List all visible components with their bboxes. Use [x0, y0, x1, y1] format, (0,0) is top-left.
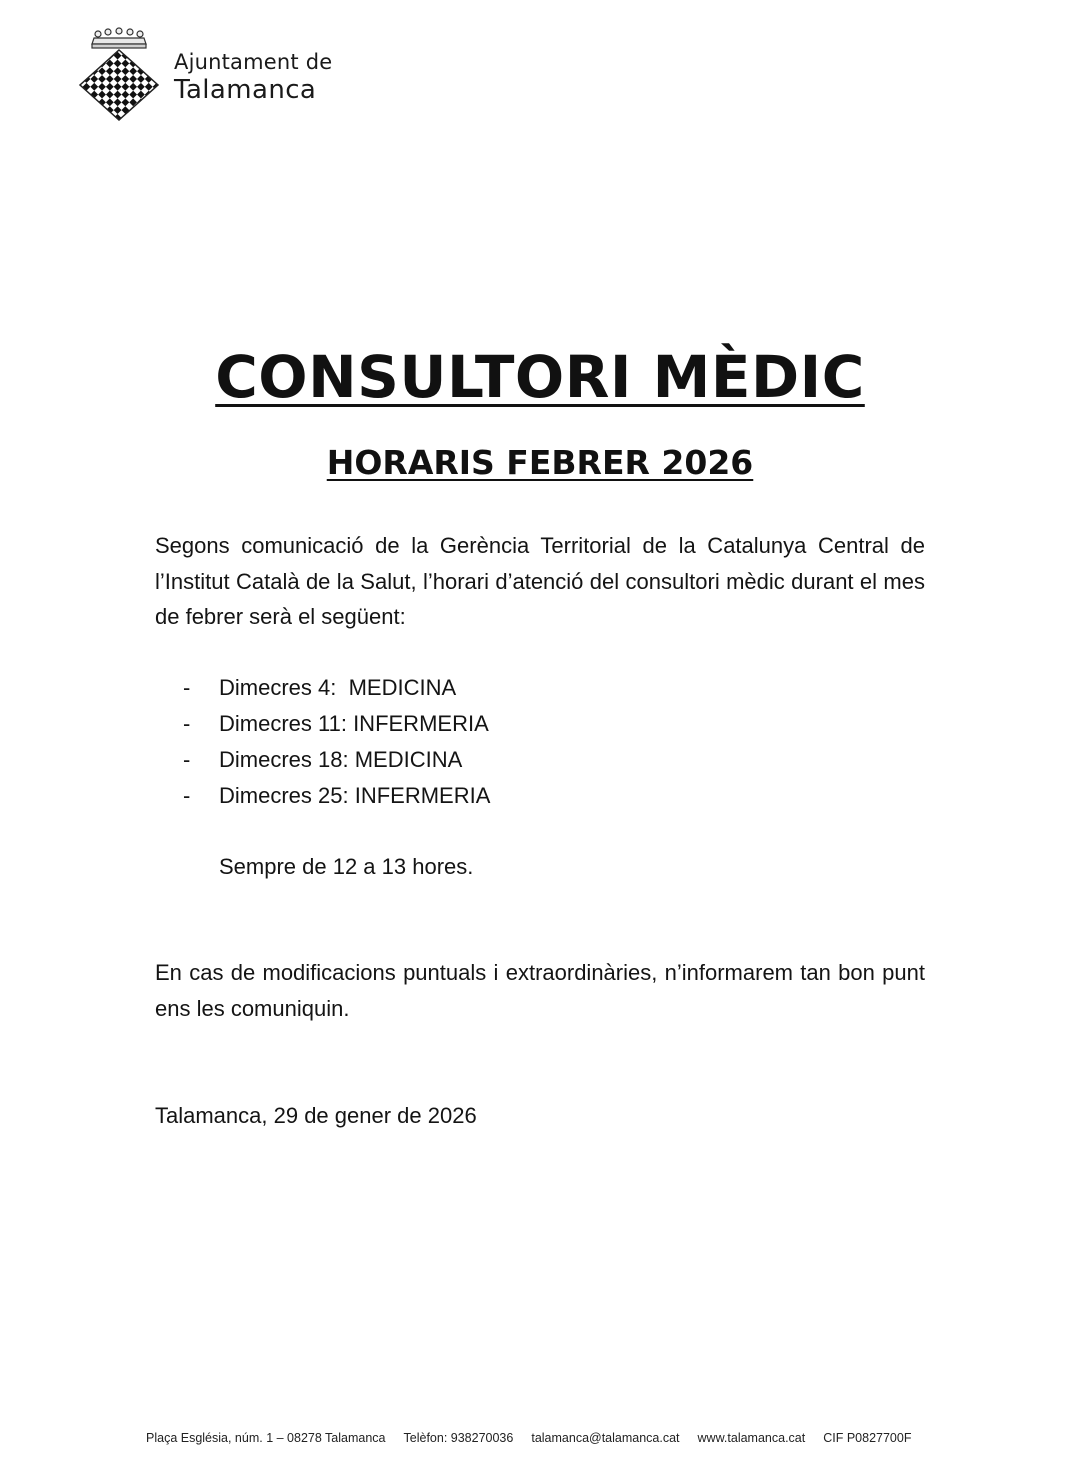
schedule-list	[183, 670, 490, 814]
document-title-text: CONSULTORI MÈDIC	[215, 343, 865, 411]
schedule-item	[183, 778, 490, 814]
intro-paragraph: Segons comunicació de la Gerència Territorial de la Catalunya Central de l’Institut Català de la Salut, l’horari d’atenció del consultori mèdic durant el mes de febrer serà el següent:	[155, 533, 925, 629]
list-dash: -	[183, 783, 191, 808]
hours-note: Sempre de 12 a 13 hores.	[219, 854, 474, 879]
schedule-item-text: Dimecres 18: MEDICINA	[219, 747, 463, 772]
footer	[146, 1431, 911, 1445]
list-dash: -	[183, 711, 191, 736]
footer-phone: Telèfon: 938270036	[403, 1431, 514, 1445]
footer-email: talamanca@talamanca.cat	[531, 1431, 680, 1445]
list-dash: -	[183, 675, 191, 700]
footer-address: Plaça Església, núm. 1 – 08278 Talamanca	[146, 1431, 386, 1445]
schedule-item	[183, 670, 490, 706]
schedule-item-text: Dimecres 11: INFERMERIA	[219, 711, 489, 736]
document-subtitle	[0, 443, 1080, 482]
letterhead	[78, 24, 332, 122]
schedule-item-text: Dimecres 25: INFERMERIA	[219, 783, 491, 808]
footer-cif: CIF P0827700F	[823, 1431, 912, 1445]
document-title	[0, 343, 1080, 411]
schedule-item	[183, 742, 490, 778]
organization-name-line1: Ajuntament de	[174, 50, 333, 74]
organization-name-line2: Talamanca	[174, 75, 317, 105]
organization-name	[174, 52, 332, 103]
document-subtitle-text: HORARIS FEBRER 2026	[326, 443, 754, 482]
date-line: Talamanca, 29 de gener de 2026	[155, 1103, 477, 1128]
modifications-paragraph: En cas de modificacions puntuals i extraordinàries, n’informarem tan bon punt ens les comuniquin.	[155, 960, 925, 1021]
list-dash: -	[183, 747, 191, 772]
schedule-item-text: Dimecres 4: MEDICINA	[219, 675, 457, 700]
schedule-item	[183, 706, 490, 742]
talamanca-coat-of-arms-icon	[78, 24, 160, 122]
footer-website: www.talamanca.cat	[697, 1431, 806, 1445]
